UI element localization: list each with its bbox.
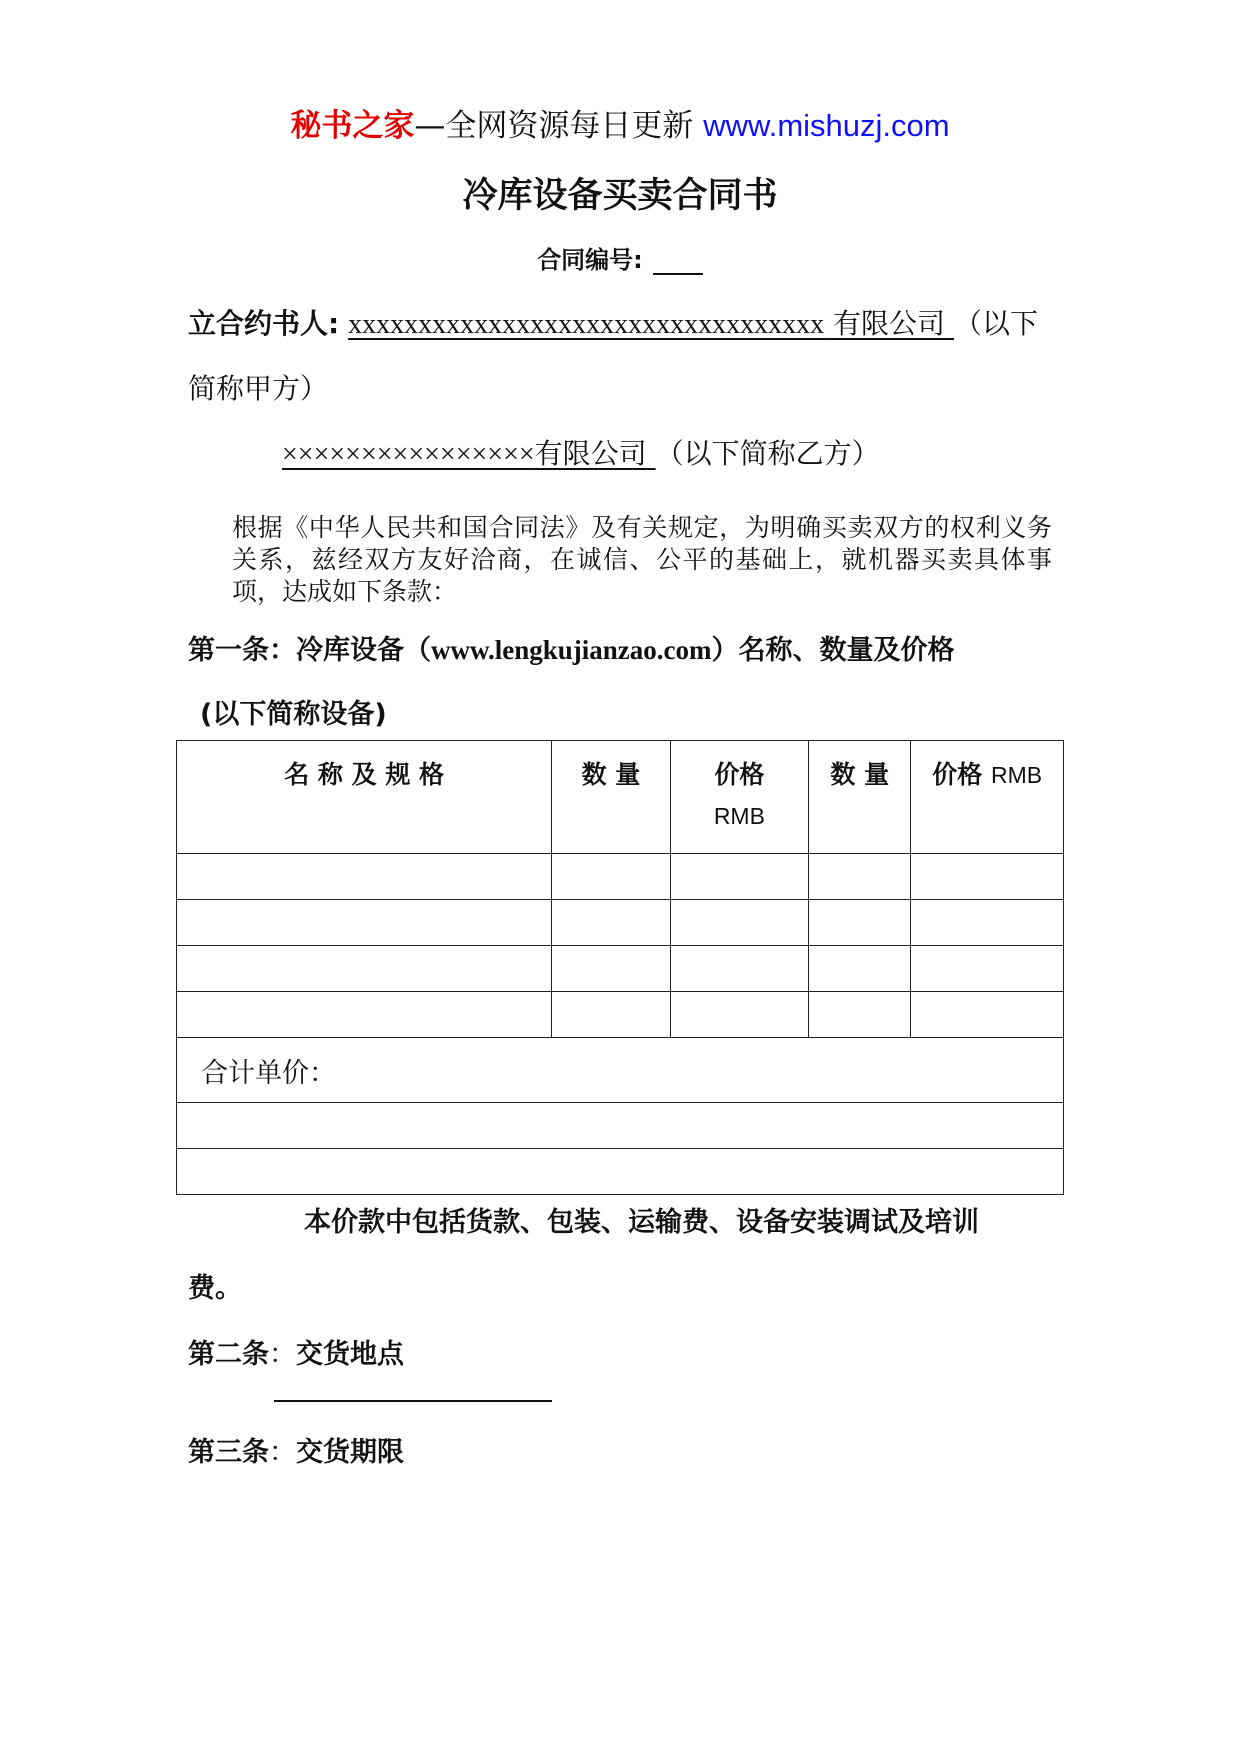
header-price-1	[670, 741, 808, 854]
table-cell[interactable]	[809, 900, 911, 946]
site-banner	[0, 100, 1240, 145]
table-cell[interactable]	[177, 1103, 1064, 1149]
preamble-paragraph: 根据《中华人民共和国合同法》及有关规定，为明确买卖双方的权利义务关系，兹经双方友好洽商，在诚信、公平的基础上，就机器买卖具体事项，达成如下条款：	[232, 513, 1052, 606]
table-cell[interactable]	[552, 854, 670, 900]
article-3-label: 第三条	[188, 1437, 269, 1468]
article-2-heading	[188, 1332, 404, 1371]
contract-number-label: 合同编号:	[537, 246, 643, 274]
party-b-line	[282, 432, 880, 472]
article-1-subheading: (以下简称设备)	[200, 699, 387, 730]
table-cell[interactable]	[809, 992, 911, 1038]
party-b-suffix: （以下简称乙方）	[655, 437, 880, 470]
table-cell[interactable]	[911, 900, 1064, 946]
party-b-placeholder: ××××××××××××××××	[282, 439, 535, 470]
table-cell[interactable]	[911, 992, 1064, 1038]
table-cell[interactable]	[670, 946, 808, 992]
table-row	[177, 1103, 1064, 1149]
site-link[interactable]: www.mishuzj.com	[703, 108, 950, 143]
price-note-continued: 费。	[188, 1273, 242, 1304]
article-3-heading	[188, 1430, 404, 1469]
table-cell[interactable]	[670, 992, 808, 1038]
table-cell[interactable]	[177, 1149, 1064, 1195]
table-cell[interactable]	[177, 992, 552, 1038]
banner-slogan: —全网资源每日更新	[414, 108, 704, 144]
party-a-placeholder: xxxxxxxxxxxxxxxxxxxxxxxxxxxxxxxxxx	[348, 309, 825, 340]
table-cell[interactable]	[670, 900, 808, 946]
article-1-suffix: ）名称、数量及价格	[711, 635, 955, 666]
table-row	[177, 946, 1064, 992]
article-3-title: 交货期限	[296, 1437, 404, 1468]
table-row	[177, 992, 1064, 1038]
table-cell[interactable]	[552, 992, 670, 1038]
table-cell[interactable]	[177, 900, 552, 946]
table-row	[177, 900, 1064, 946]
article-1-url: www.lengkujianzao.com	[431, 635, 712, 665]
table-cell[interactable]	[177, 854, 552, 900]
article-2-separator: ：	[269, 1339, 296, 1370]
header-price-1-label: 价格	[714, 760, 765, 789]
header-quantity-2: 数 量	[809, 741, 911, 854]
party-b-company: 有限公司	[534, 437, 647, 470]
party-label: 立合约书人:	[188, 307, 340, 340]
party-a-company: 有限公司	[833, 307, 946, 340]
header-price-2	[911, 741, 1064, 854]
article-2-label: 第二条	[188, 1339, 269, 1370]
table-total-row	[177, 1038, 1064, 1103]
table-cell[interactable]	[552, 946, 670, 992]
header-price-1-unit: RMB	[713, 803, 765, 829]
price-note: 本价款中包括货款、包装、运输费、设备安装调试及培训	[304, 1207, 979, 1238]
table-row	[177, 1149, 1064, 1195]
contract-number-blank	[653, 253, 703, 275]
goods-table	[176, 740, 1064, 1195]
article-1-prefix: 第一条：冷库设备（	[188, 635, 431, 666]
party-a-suffix-continued: 简称甲方）	[188, 372, 329, 405]
table-cell[interactable]	[911, 854, 1064, 900]
table-cell[interactable]	[552, 900, 670, 946]
table-cell[interactable]	[670, 854, 808, 900]
party-a-suffix: （以下	[953, 307, 1038, 340]
delivery-location-blank[interactable]	[274, 1400, 552, 1402]
header-price-2-label: 价格	[932, 760, 983, 789]
table-cell[interactable]	[809, 854, 911, 900]
table-cell[interactable]	[809, 946, 911, 992]
party-a-line	[188, 302, 1038, 342]
article-1-heading	[188, 628, 955, 667]
header-quantity-1: 数 量	[552, 741, 670, 854]
table-header-row	[177, 741, 1064, 854]
party-b-name	[282, 437, 656, 470]
header-name-spec: 名 称 及 规 格	[177, 741, 552, 854]
party-a-name	[348, 307, 954, 340]
table-cell[interactable]	[911, 946, 1064, 992]
article-2-title: 交货地点	[296, 1339, 404, 1370]
total-price-label: 合计单价：	[177, 1038, 1064, 1103]
header-price-2-unit: RMB	[991, 762, 1043, 788]
contract-number	[0, 240, 1240, 275]
article-3-separator: ：	[269, 1437, 296, 1468]
brand-name: 秘书之家	[290, 108, 415, 144]
table-cell[interactable]	[177, 946, 552, 992]
document-title: 冷库设备买卖合同书	[462, 176, 778, 216]
table-row	[177, 854, 1064, 900]
